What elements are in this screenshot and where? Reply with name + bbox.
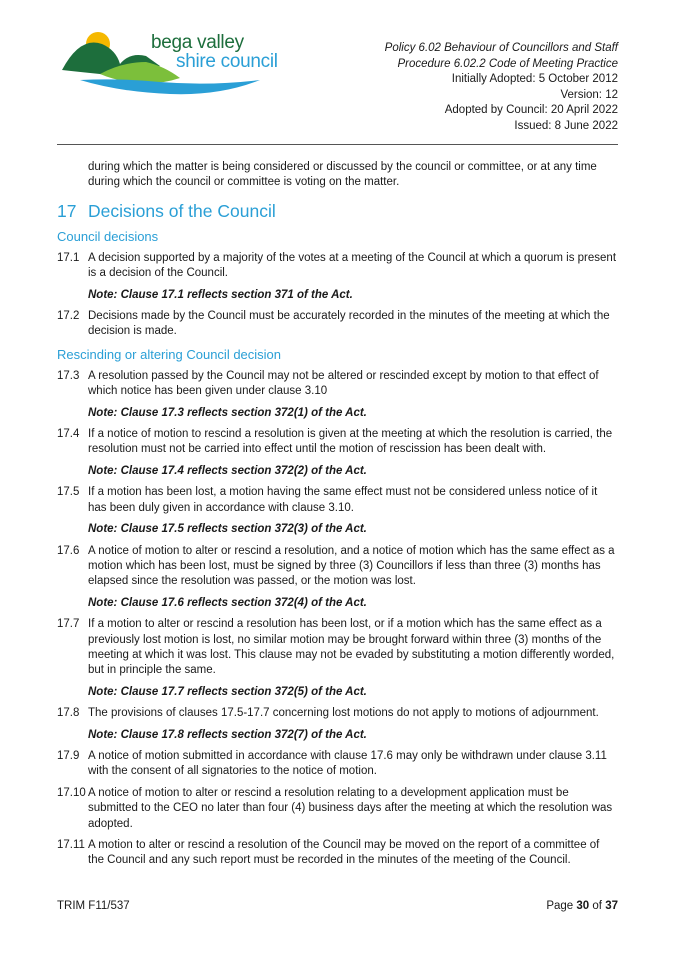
clause-17-1 [57, 251, 618, 282]
clause-text: If a motion has been lost, a motion having the same effect must not be considered unless notice of it has been duly given in accordance with clause 3.10. [88, 486, 598, 514]
clause-text: A resolution passed by the Council may not be altered or rescinded except by motion to that effect of which notice has been given under clause 3.10 [88, 369, 599, 398]
clause-17-3 [57, 369, 618, 400]
clause-note: Note: Clause 17.3 reflects section 372(1) of the Act. [88, 406, 367, 419]
initially-adopted: Initially Adopted: 5 October 2012 [451, 73, 618, 86]
page-word: Page [546, 900, 574, 912]
document-header [385, 41, 618, 135]
clause-number: 17.6 [57, 544, 80, 557]
clause-17-5 [57, 485, 618, 516]
clause-17-2 [57, 309, 618, 340]
clause-text: A motion to alter or rescind a resolution of the Council may be moved on the report of a committee of the Council and any such report must be recorded in the minutes of the meeting of the Council. [88, 839, 600, 867]
of-word: of [592, 900, 602, 912]
version: Version: 12 [560, 88, 618, 101]
page-body [57, 160, 618, 875]
subsection-heading: Rescinding or altering Council decision [57, 346, 282, 362]
clause-text: If a motion to alter or rescind a resolution has been lost, or if a motion which has the same effect as a previously lost motion is lost, no similar motion may be brought forward within three (3) months of the meeting at which it was lost. This clause may not be evaded by substituting a motion differently worded, but in principle the same. [88, 618, 615, 677]
clause-number: 17.11 [57, 839, 85, 851]
section-heading [57, 200, 618, 222]
clause-17-8 [57, 706, 618, 721]
clause-note: Note: Clause 17.1 reflects section 371 of the Act. [88, 288, 353, 301]
section-number: 17 [57, 200, 77, 221]
clause-text: A notice of motion to alter or rescind a resolution relating to a development application must be submitted to the CEO no later than four (4) business days after the meeting at which the resolution was adopted. [88, 786, 613, 830]
clause-text: If a notice of motion to rescind a resolution is given at the meeting at which the resolution is carried, the resolution must not be carried into effect until the motion of rescission has been dealt with. [88, 428, 613, 456]
policy-title: Policy 6.02 Behaviour of Councillors and Staff [384, 42, 618, 54]
clause-text: The provisions of clauses 17.5-17.7 concerning lost motions do not apply to motions of adjournment. [88, 707, 599, 720]
logo-text-bega-valley: bega valley [151, 32, 244, 53]
clause-number: 17.7 [57, 618, 80, 631]
clause-note: Note: Clause 17.4 reflects section 372(2) of the Act. [88, 464, 367, 477]
issued-date: Issued: 8 June 2022 [514, 119, 618, 132]
clause-number: 17.4 [57, 428, 80, 441]
page-number [546, 900, 618, 912]
trim-reference: TRIM F11/537 [57, 900, 130, 912]
clause-17-7 [57, 617, 618, 679]
clause-note: Note: Clause 17.5 reflects section 372(3) of the Act. [88, 523, 367, 536]
page-footer [57, 900, 618, 912]
logo-text-shire-council: shire council [176, 51, 278, 72]
clause-number: 17.5 [57, 486, 80, 499]
procedure-title: Procedure 6.02.2 Code of Meeting Practice [397, 57, 618, 70]
clause-number: 17.8 [57, 707, 80, 720]
clause-17-11 [57, 838, 618, 869]
clause-17-9 [57, 749, 618, 780]
subsection-heading: Council decisions [57, 228, 159, 244]
clause-text: A notice of motion submitted in accordance with clause 17.6 may only be withdrawn under clause 3.11 with the consent of all signatories to the notice of motion. [88, 749, 607, 778]
clause-note: Note: Clause 17.7 reflects section 372(5) of the Act. [88, 685, 367, 698]
clause-number: 17.10 [57, 786, 86, 799]
clause-number: 17.3 [57, 369, 80, 382]
clause-text: A decision supported by a majority of the votes at a meeting of the Council at which a quorum is present is a decision of the Council. [88, 251, 617, 280]
clause-17-6 [57, 544, 618, 590]
adopted-by-council: Adopted by Council: 20 April 2022 [444, 104, 618, 117]
clause-note: Note: Clause 17.6 reflects section 372(4) of the Act. [88, 596, 367, 609]
clause-17-4 [57, 427, 618, 458]
clause-17-10 [57, 786, 618, 832]
total-pages: 37 [605, 900, 618, 912]
clause-text: A notice of motion to alter or rescind a resolution, and a notice of motion which has the same effect as a motion which has been lost, must be signed by three (3) Councillors if less than three (3) months has elapsed since the resolution was passed, or the motion was lost. [88, 544, 615, 588]
clause-number: 17.1 [57, 251, 80, 264]
clause-number: 17.2 [57, 310, 80, 323]
clause-number: 17.9 [57, 749, 80, 762]
clause-note: Note: Clause 17.8 reflects section 372(7) of the Act. [88, 728, 367, 741]
header-divider [57, 144, 618, 145]
clause-text: Decisions made by the Council must be accurately recorded in the minutes of the meeting at which the decision is made. [88, 310, 610, 338]
section-title: Decisions of the Council [88, 200, 276, 221]
continuation-paragraph: during which the matter is being considered or discussed by the council or committee, or at any time during which the council or committee is voting on the matter. [88, 161, 597, 189]
current-page: 30 [576, 900, 590, 912]
